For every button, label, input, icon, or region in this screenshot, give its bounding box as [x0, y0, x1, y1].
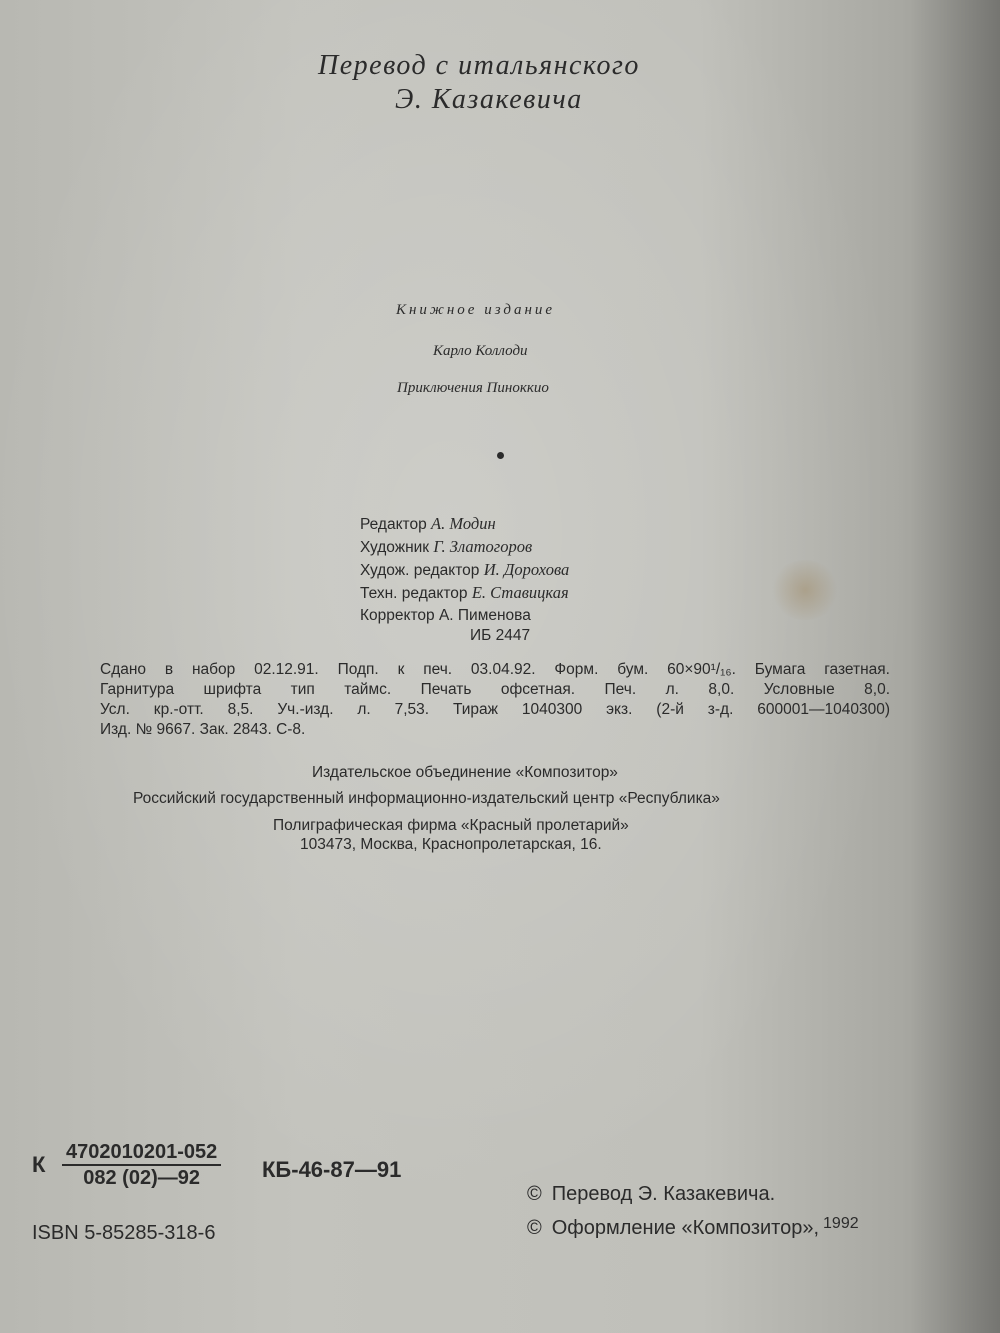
translation-line-1: Перевод с итальянского [318, 50, 640, 81]
credit-editor [360, 513, 569, 536]
print-specs [100, 660, 890, 740]
book-author: Карло Коллоди [433, 343, 528, 359]
translation-line-2: Э. Казакевича [395, 84, 583, 115]
credit-art-editor [360, 559, 569, 582]
spec-line: Изд. № 9667. Зак. 2843. С-8. [100, 721, 306, 738]
code-denominator: 082 (02)—92 [83, 1167, 200, 1189]
separator-dot [497, 452, 504, 459]
credit-role: Редактор [360, 516, 427, 533]
credit-name: И. Дорохова [483, 560, 570, 579]
credit-tech-editor [360, 582, 569, 605]
copyright-text: Оформление «Композитор», [551, 1217, 820, 1239]
credits-block [360, 513, 569, 627]
copyright-text: Перевод Э. Казакевича. [551, 1183, 776, 1205]
copyright-design [527, 1215, 859, 1240]
credit-name: Г. Златогоров [433, 537, 533, 556]
credit-role: Художник [360, 539, 430, 556]
credit-role: Корректор [360, 607, 435, 624]
credit-name: Е. Ставицкая [471, 583, 569, 602]
printer-name: Полиграфическая фирма «Красный пролетарий» [273, 817, 629, 834]
credit-name: А. Модин [431, 514, 496, 533]
paper-stain [770, 560, 840, 620]
code-fraction [62, 1140, 221, 1190]
spec-line: Гарнитура шрифта тип таймс. Печать офсетная. Печ. л. 8,0. Условные 8,0. [100, 681, 890, 698]
credit-role: Худож. редактор [360, 562, 480, 579]
copyright-icon: © [527, 1183, 542, 1205]
credit-role: Техн. редактор [360, 585, 468, 602]
page-edge-shadow [910, 0, 1000, 1333]
copyright-icon: © [527, 1217, 542, 1239]
code-numerator: 4702010201-052 [62, 1140, 221, 1166]
credit-proofreader [360, 605, 569, 627]
ib-number: ИБ 2447 [470, 627, 531, 644]
credit-name: А. Пименова [438, 607, 531, 624]
code-k-letter: К [32, 1152, 46, 1177]
copyright-translation [527, 1183, 775, 1206]
isbn: ISBN 5-85285-318-6 [32, 1222, 216, 1244]
book-title: Приключения Пиноккио [397, 380, 549, 396]
code-kb: КБ-46-87—91 [262, 1157, 402, 1182]
credit-artist [360, 536, 569, 559]
printer-address: 103473, Москва, Краснопролетарская, 16. [300, 836, 602, 853]
publisher-line-2: Российский государственный информационно-издательский центр «Республика» [133, 790, 720, 807]
copyright-year: 1992 [823, 1215, 859, 1232]
publisher-line-1: Издательское объединение «Композитор» [312, 764, 618, 781]
edition-type: Книжное издание [396, 302, 556, 318]
spec-line: Сдано в набор 02.12.91. Подп. к печ. 03.04.92. Форм. бум. 60×90¹/₁₆. Бумага газетная. [100, 661, 890, 678]
spec-line: Усл. кр.-отт. 8,5. Уч.-изд. л. 7,53. Тираж 1040300 экз. (2-й з-д. 600001—1040300) [100, 701, 890, 718]
